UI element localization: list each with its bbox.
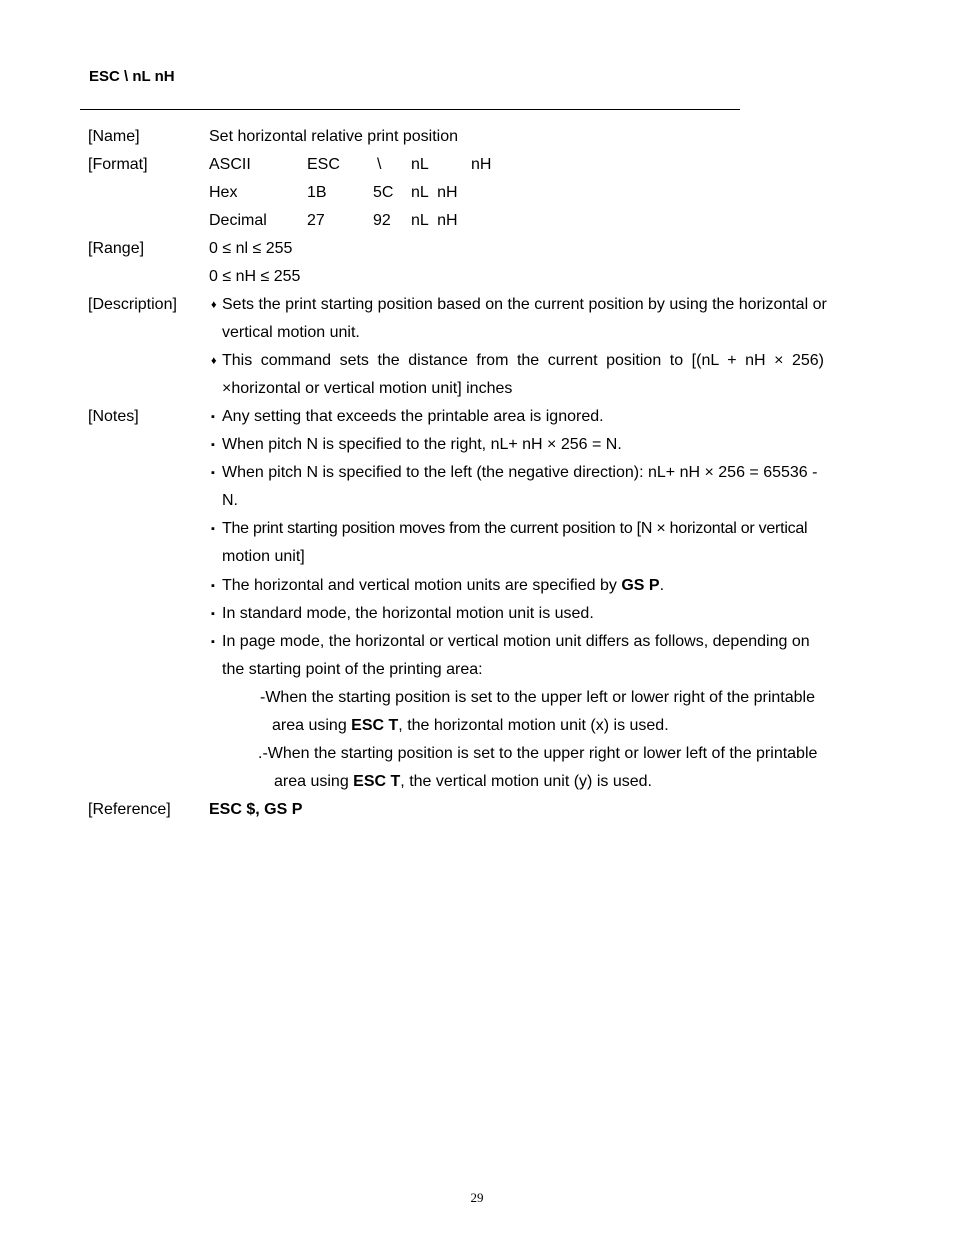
note-line: When pitch N is specified to the right, nL+ nH × 256 = N.	[222, 436, 622, 453]
name-label: [Name]	[88, 128, 140, 145]
notes-row	[0, 633, 954, 661]
range-row	[0, 240, 954, 268]
page-number: 29	[470, 1190, 484, 1205]
note-bold-text: GS P	[621, 577, 660, 594]
notes-row	[0, 520, 954, 548]
notes-row	[0, 492, 954, 520]
reference-row	[0, 801, 954, 829]
name-row	[0, 128, 954, 156]
notes-row	[0, 436, 954, 464]
notes-row	[0, 661, 954, 689]
note-line: In standard mode, the horizontal motion unit is used.	[222, 605, 594, 622]
format-cell: nH	[471, 156, 492, 173]
diamond-bullet-icon: ♦	[211, 299, 217, 311]
notes-row	[0, 605, 954, 633]
square-bullet-icon: ▪	[211, 411, 215, 423]
note-bold-text: ESC T	[351, 717, 399, 734]
note-line: the starting point of the printing area:	[222, 661, 483, 678]
format-row-decimal	[0, 212, 954, 240]
format-cell: nL nH	[411, 184, 458, 201]
format-row-ascii	[0, 156, 954, 184]
description-row	[0, 296, 954, 324]
heading-divider	[80, 109, 740, 110]
description-line: ×horizontal or vertical motion unit] inches	[222, 380, 513, 397]
square-bullet-icon: ▪	[211, 636, 215, 648]
format-label: [Format]	[88, 156, 148, 173]
range-row	[0, 268, 954, 296]
format-cell: 27	[307, 212, 325, 229]
note-text: , the horizontal motion unit (x) is used.	[398, 717, 669, 734]
reference-value: ESC $, GS P	[209, 801, 303, 818]
range-line: 0 ≤ nl ≤ 255	[209, 240, 293, 257]
command-heading: ESC \ nL nH	[89, 68, 175, 85]
note-line	[222, 577, 664, 595]
description-row	[0, 324, 954, 352]
note-text: area using	[272, 717, 352, 734]
format-cell: 5C	[373, 184, 394, 201]
reference-label: [Reference]	[88, 801, 171, 818]
description-row	[0, 352, 954, 380]
format-cell: ASCII	[209, 156, 251, 173]
note-line: The print starting position moves from the current position to [N × horizontal or vertical	[222, 520, 808, 537]
format-cell: \	[377, 156, 382, 173]
note-text: , the vertical motion unit (y) is used.	[400, 773, 652, 790]
format-cell: Decimal	[209, 212, 267, 229]
format-cell: nL	[411, 156, 429, 173]
name-value: Set horizontal relative print position	[209, 128, 459, 145]
format-row-hex	[0, 184, 954, 212]
notes-row	[0, 464, 954, 492]
notes-row	[0, 577, 954, 605]
description-line: Sets the print starting position based on the current position by using the horizontal or	[222, 296, 827, 313]
format-cell: nL nH	[411, 212, 458, 229]
notes-row	[0, 745, 954, 773]
notes-row	[0, 773, 954, 801]
format-cell: 92	[373, 212, 391, 229]
square-bullet-icon: ▪	[211, 608, 215, 620]
notes-label: [Notes]	[88, 408, 139, 425]
note-subline	[274, 773, 652, 791]
format-cell: ESC	[307, 156, 340, 173]
note-subline: -When the starting position is set to the upper left or lower right of the printable	[260, 689, 815, 706]
note-subline: .-When the starting position is set to the upper right or lower left of the printable	[258, 745, 818, 762]
square-bullet-icon: ▪	[211, 439, 215, 451]
note-line: N.	[222, 492, 238, 509]
note-text: The horizontal and vertical motion units are specified by	[222, 577, 622, 594]
note-text: area using	[274, 773, 354, 790]
format-cell: Hex	[209, 184, 238, 201]
range-line: 0 ≤ nH ≤ 255	[209, 268, 301, 285]
notes-row	[0, 408, 954, 436]
square-bullet-icon: ▪	[211, 523, 215, 535]
notes-row	[0, 689, 954, 717]
description-label: [Description]	[88, 296, 177, 313]
diamond-bullet-icon: ♦	[211, 355, 217, 367]
note-bold-text: ESC T	[353, 773, 401, 790]
square-bullet-icon: ▪	[211, 467, 215, 479]
note-line: motion unit]	[222, 548, 305, 565]
notes-row	[0, 717, 954, 745]
note-line: When pitch N is specified to the left (the negative direction): nL+ nH × 256 = 65536 -	[222, 464, 818, 481]
notes-row	[0, 548, 954, 576]
note-text: .	[659, 577, 665, 594]
range-label: [Range]	[88, 240, 145, 257]
note-line: Any setting that exceeds the printable area is ignored.	[222, 408, 604, 425]
note-line: In page mode, the horizontal or vertical motion unit differs as follows, depending on	[222, 633, 810, 650]
description-line: vertical motion unit.	[222, 324, 360, 341]
description-line: This command sets the distance from the current position to [(nL + nH × 256)	[222, 352, 824, 369]
format-cell: 1B	[307, 184, 327, 201]
square-bullet-icon: ▪	[211, 580, 215, 592]
description-row	[0, 380, 954, 408]
note-subline	[272, 717, 669, 735]
